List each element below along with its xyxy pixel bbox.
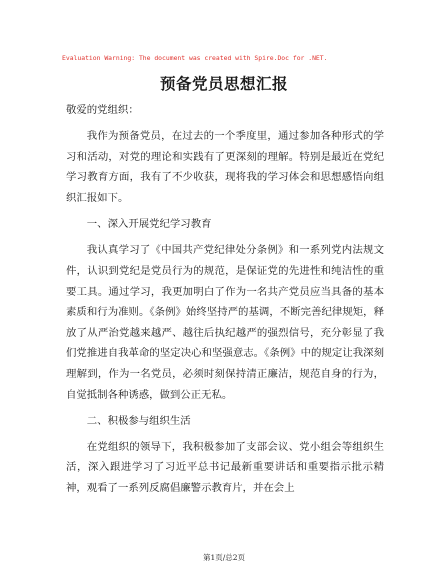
section-paragraph-1: 我认真学习了《中国共产党纪律处分条例》和一系列党内法规文件，认识到党纪是党员行为的规范，是保证党的先进性和纯洁性的重要工具。通过学习，我更加明白了作为一名共产党员应当具备的基本素质和行为准则。《条例》始终坚持严的基调，不断完善纪律规矩，释放了从严治党越来越严、越往后执纪越严的强烈信号，充分彰显了我们党推进自我革命的坚定决心和坚强意志。《条例》中的规定让我深刻理解到，作为一名党员，必须时刻保持清正廉洁，规范自身的行为，自觉抵制各种诱惑，做到公正无私。 (66, 244, 384, 401)
section-heading-1: 一、深入开展党纪学习教育 (86, 218, 212, 231)
salutation: 敬爱的党组织： (66, 104, 139, 116)
section-paragraph-2: 在党组织的领导下，我积极参加了支部会议、党小组会等组织生活，深入跟进学习了习近平总书记最新重要讲话和重要指示批示精神，观看了一系列反腐倡廉警示教育片，并在会上 (66, 440, 384, 495)
document-body (66, 100, 384, 504)
section-heading-2: 二、积极参与组织生活 (86, 414, 191, 427)
intro-paragraph: 我作为预备党员，在过去的一个季度里，通过参加各种形式的学习和活动，对党的理论和实践有了更深刻的理解。特别是最近在党纪学习教育方面，我有了不少收获，现将我的学习体会和思想感悟向组织汇报如下。 (66, 130, 384, 204)
page-number-footer: 第1页/总2页 (202, 553, 246, 562)
evaluation-warning: Evaluation Warning: The document was created with Spire.Doc for .NET. (62, 54, 328, 62)
page-title: 预备党员思想汇报 (159, 74, 288, 93)
